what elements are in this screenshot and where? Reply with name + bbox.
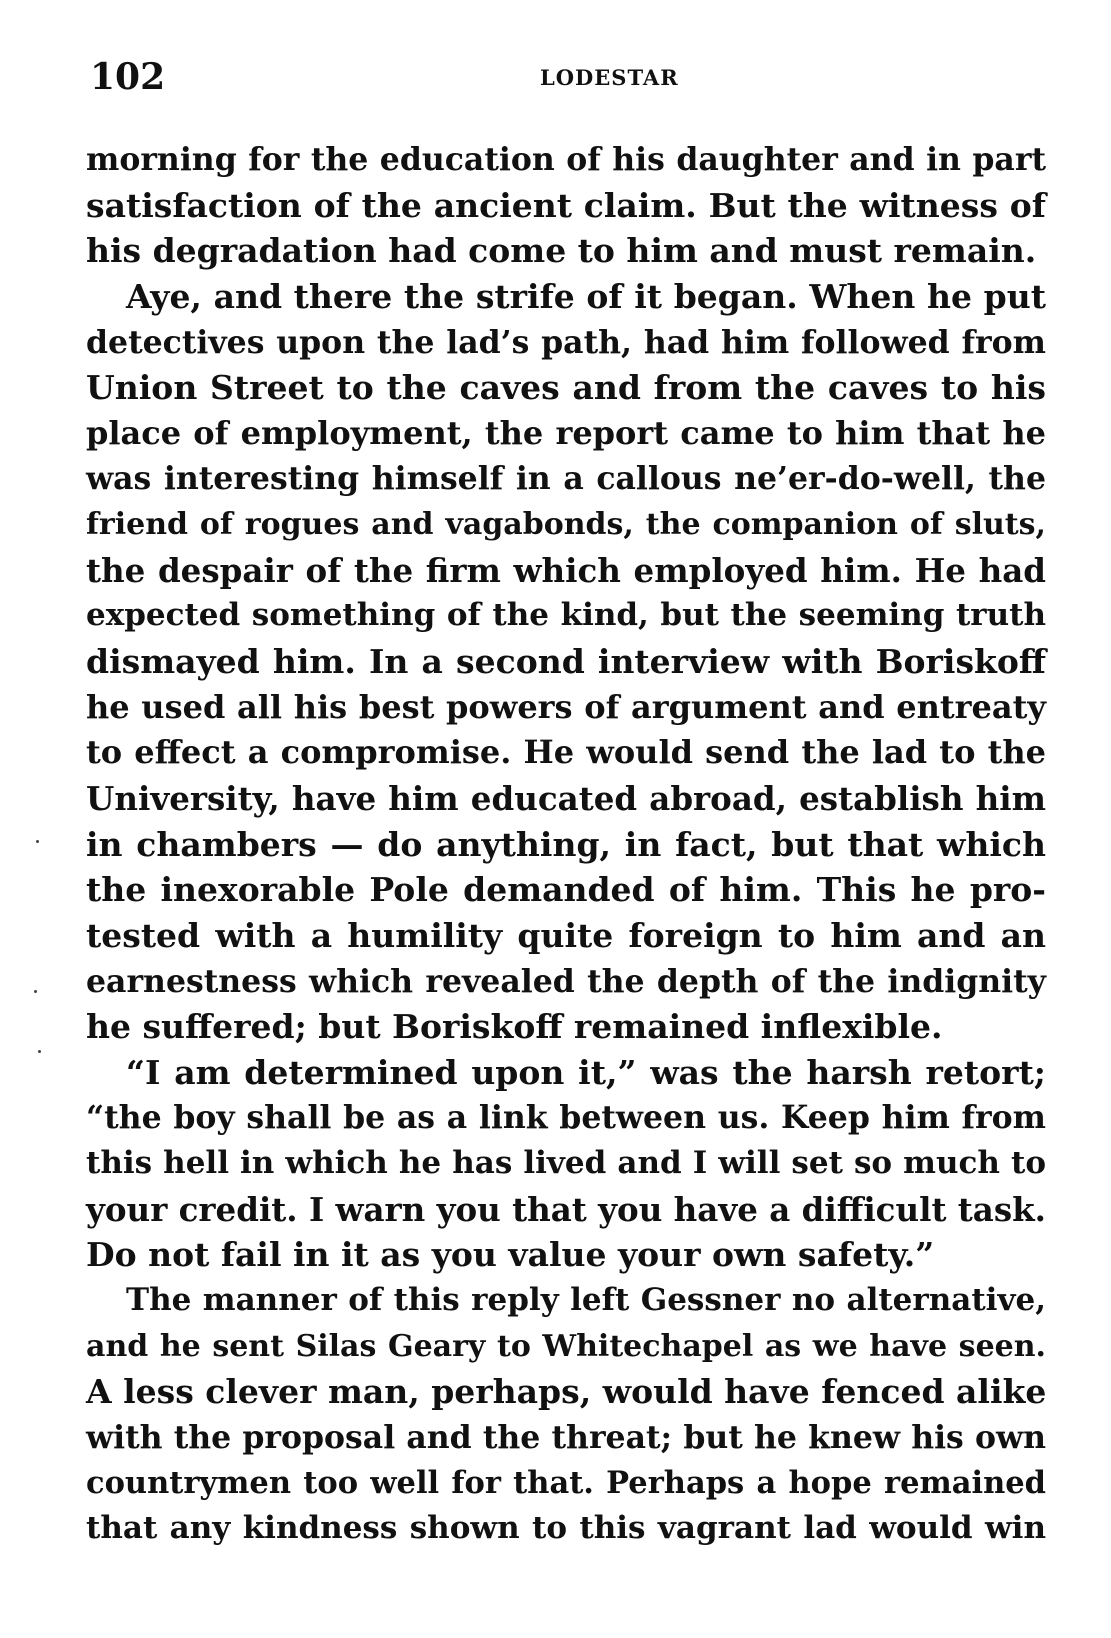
text-line: expected something of the kind, but the seeming truth	[86, 597, 1046, 634]
text-line: University, have him educated abroad, establish him	[86, 778, 1046, 818]
text-line: his degradation had come to him and must remain.	[86, 231, 1037, 271]
text-line: with the proposal and the threat; but he knew his own	[86, 1418, 1046, 1456]
margin-speck	[36, 840, 39, 843]
text-line: and he sent Silas Geary to Whitechapel as we have seen.	[86, 1328, 1046, 1364]
text-line: earnestness which revealed the depth of the indignity	[86, 962, 1046, 1000]
text-line: satisfaction of the ancient claim. But the witness of	[86, 185, 1046, 225]
text-line: he suffered; but Boriskoff remained inflexible.	[86, 1007, 943, 1047]
text-line: that any kindness shown to this vagrant lad would win	[86, 1510, 1046, 1547]
text-line: your credit. I warn you that you have a difficult task.	[86, 1189, 1046, 1229]
text-line: dismayed him. In a second interview with Boriskoff	[86, 642, 1046, 682]
text-line: Union Street to the caves and from the caves to his	[86, 368, 1046, 408]
running-head: LODESTAR	[540, 65, 679, 90]
text-line: Do not fail in it as you value your own safety.”	[86, 1235, 935, 1275]
text-line: to effect a compromise. He would send the lad to the	[86, 733, 1046, 772]
page-header	[90, 52, 1040, 102]
text-line: this hell in which he has lived and I will set so much to	[86, 1145, 1046, 1182]
text-line: countrymen too well for that. Perhaps a hope remained	[86, 1464, 1046, 1501]
text-line: Aye, and there the strife of it began. When he put	[126, 276, 1046, 316]
text-line: he used all his best powers of argument and entreaty	[86, 687, 1046, 726]
margin-speck	[34, 990, 37, 993]
text-line: place of employment, the report came to him that he	[86, 413, 1046, 452]
margin-speck	[38, 1050, 41, 1053]
text-line: friend of rogues and vagabonds, the companion of sluts,	[86, 507, 1046, 543]
text-line: was interesting himself in a callous ne’er-do-well, the	[86, 460, 1046, 498]
text-line: tested with a humility quite foreign to him and an	[86, 915, 1046, 955]
text-line: detectives upon the lad’s path, had him followed from	[86, 323, 1046, 361]
page-number: 102	[90, 56, 166, 98]
text-line: in chambers — do anything, in fact, but that which	[86, 824, 1046, 864]
body-text	[86, 137, 1046, 1552]
text-line: morning for the education of his daughter and in part	[86, 141, 1046, 178]
text-line: the inexorable Pole demanded of him. This he pro-	[86, 870, 1046, 910]
text-line: “I am determined upon it,” was the harsh retort;	[126, 1052, 1046, 1092]
text-line: the despair of the firm which employed him. He had	[86, 550, 1046, 590]
text-line: The manner of this reply left Gessner no alternative,	[126, 1282, 1046, 1319]
text-line: “the boy shall be as a link between us. Keep him from	[86, 1099, 1046, 1137]
text-line: A less clever man, perhaps, would have fenced alike	[86, 1372, 1047, 1412]
